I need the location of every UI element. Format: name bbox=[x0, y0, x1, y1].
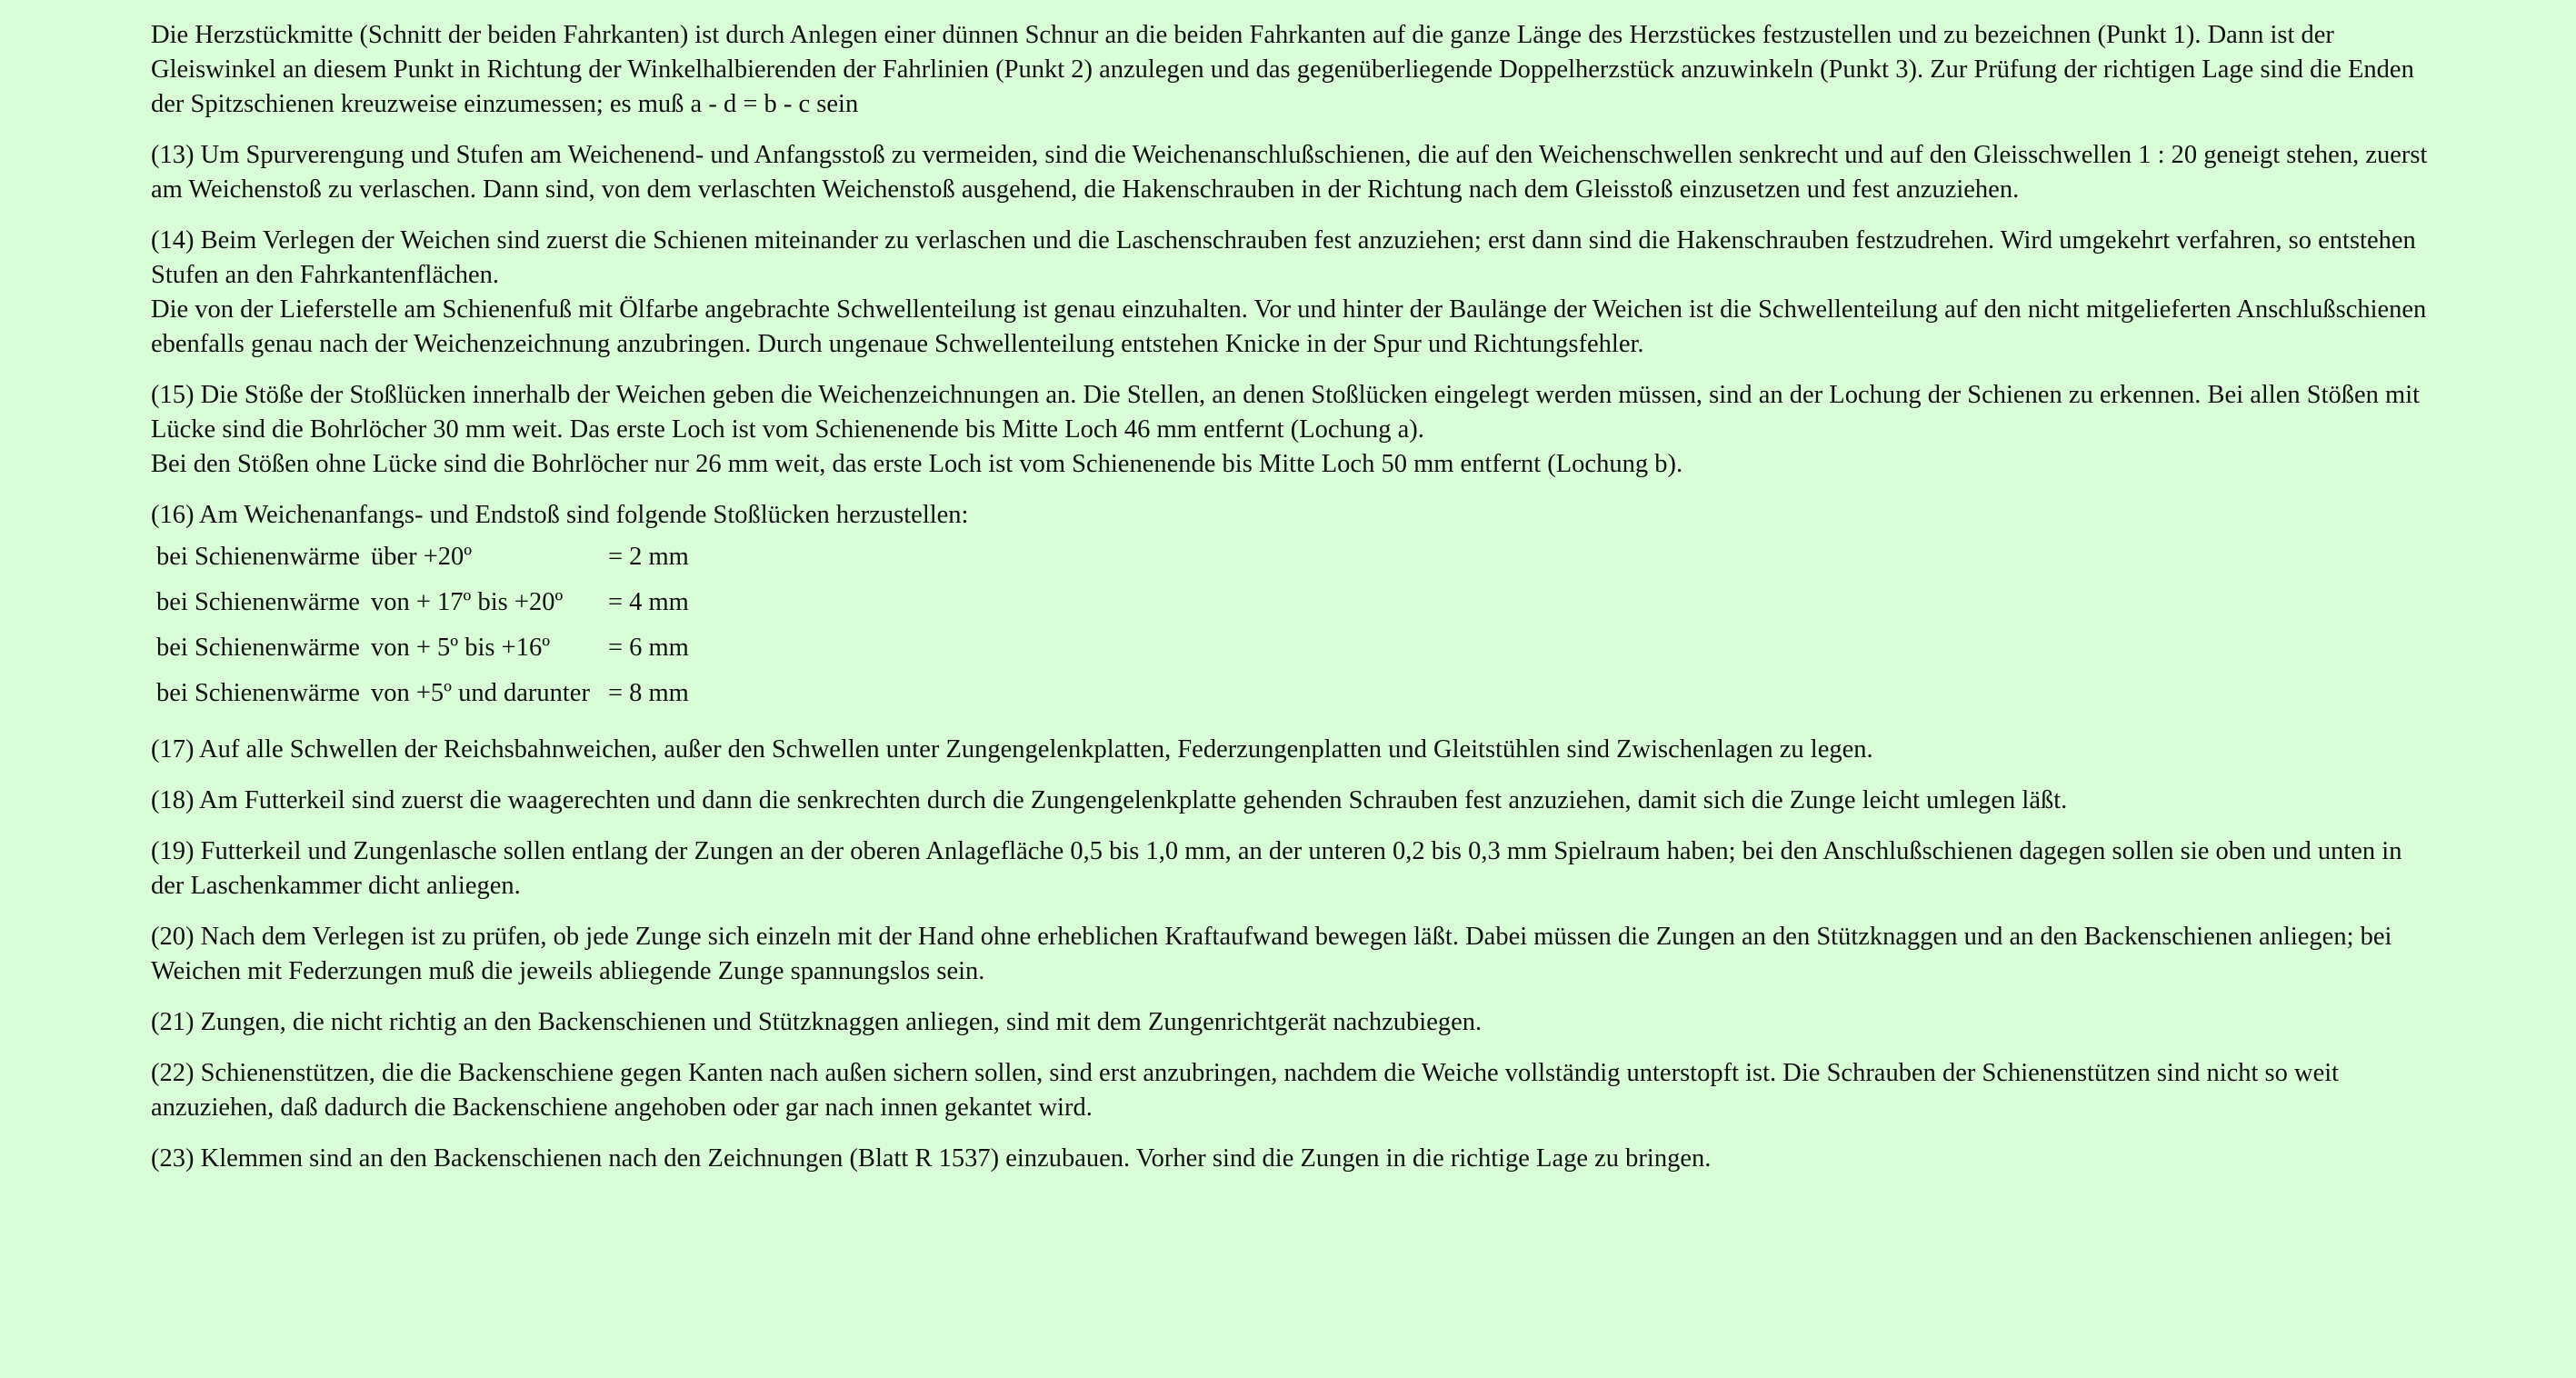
paragraph-16: (16) Am Weichenanfangs- und Endstoß sind folgende Stoßlücken herzustellen: bbox=[151, 501, 969, 529]
temperature-range: von +5º und darunter bbox=[370, 678, 590, 707]
paragraph-20: (20) Nach dem Verlegen ist zu prüfen, ob jede Zunge sich einzeln mit der Hand ohne erheblichen Kraftaufwand bewegen läßt. Dabei müssen die Zungen an den Stützknaggen und an den Backenschienen anliegen; bei Weichen mit Federzungen muß die jeweils abliegende Zunge spannungslos sein. bbox=[151, 923, 2392, 985]
paragraph-18: (18) Am Futterkeil sind zuerst die waagerechten und dann die senkrechten durch die Zungengelenkplatte gehenden Schrauben fest anzuziehen, damit sich die Zunge leicht umlegen läßt. bbox=[151, 786, 2068, 814]
temperature-label: bei Schienenwärme bbox=[156, 633, 360, 662]
paragraph-22: (22) Schienenstützen, die die Backenschiene gegen Kanten nach außen sichern sollen, sind erst anzubringen, nachdem die Weiche vollständig unterstopft ist. Die Schrauben der Schienenstützen sind nicht so weit anzuziehen, daß dadurch die Backenschiene angehoben oder gar nach innen gekantet wird. bbox=[151, 1059, 2340, 1122]
temperature-range: über +20º bbox=[370, 542, 473, 571]
paragraph-21: (21) Zungen, die nicht richtig an den Backenschienen und Stützknaggen anliegen, sind mit dem Zungenrichtgerät nachzubiegen. bbox=[151, 1008, 1483, 1036]
paragraph-23: (23) Klemmen sind an den Backenschienen nach den Zeichnungen (Blatt R 1537) einzubauen. Vorher sind die Zungen in die richtige Lage zu bringen. bbox=[151, 1144, 1712, 1173]
paragraph-14-continued: Die von der Lieferstelle am Schienenfuß mit Ölfarbe angebrachte Schwellenteilung ist genau einzuhalten. Vor und hinter der Baulänge der Weichen ist die Schwellenteilung auf den nicht mitgelieferten Anschlußschienen ebenfalls genau nach der Weichenzeichnung anzubringen. Durch ungenaue Schwellenteilung entstehen Knicke in der Spur und Richtungsfehler. bbox=[151, 295, 2427, 358]
paragraph-17: (17) Auf alle Schwellen der Reichsbahnweichen, außer den Schwellen unter Zungengelenkplatten, Federzungenplatten und Gleitstühlen sind Zwischenlagen zu legen. bbox=[151, 735, 1873, 764]
paragraph-15-continued: Bei den Stößen ohne Lücke sind die Bohrlöcher nur 26 mm weit, das erste Loch ist vom Schienenende bis Mitte Loch 50 mm entfernt (Lochung b). bbox=[151, 450, 1683, 478]
temperature-label: bei Schienenwärme bbox=[156, 542, 360, 571]
paragraph-15: (15) Die Stöße der Stoßlücken innerhalb der Weichen geben die Weichenzeichnungen an. Die Stellen, an denen Stoßlücken eingelegt werden müssen, sind an der Lochung der Schienen zu erkennen. Bei allen Stößen mit Lücke sind die Bohrlöcher 30 mm weit. Das erste Loch ist vom Schienenende bis Mitte Loch 46 mm entfernt (Lochung a). bbox=[151, 381, 2421, 444]
table-row bbox=[151, 534, 696, 580]
joint-gap-value: = 6 mm bbox=[607, 633, 689, 662]
table-row bbox=[151, 671, 696, 716]
joint-gap-value: = 4 mm bbox=[607, 587, 689, 616]
temperature-gap-table bbox=[151, 534, 696, 716]
table-row bbox=[151, 625, 696, 671]
paragraph-19: (19) Futterkeil und Zungenlasche sollen entlang der Zungen an der oberen Anlagefläche 0,5 bis 1,0 mm, an der unteren 0,2 bis 0,3 mm Spielraum haben; bei den Anschlußschienen dagegen sollen sie oben und unten in der Laschenkammer dicht anliegen. bbox=[151, 837, 2402, 900]
document-page bbox=[151, 18, 2432, 1193]
table-row bbox=[151, 580, 696, 625]
joint-gap-value: = 2 mm bbox=[607, 542, 689, 571]
paragraph-13: (13) Um Spurverengung und Stufen am Weichenend- und Anfangsstoß zu vermeiden, sind die Weichenanschlußschienen, die auf den Weichenschwellen senkrecht und auf den Gleisschwellen 1 : 20 geneigt stehen, zuerst am Weichenstoß zu verlaschen. Dann sind, von dem verlaschten Weichenstoß ausgehend, die Hakenschrauben in der Richtung nach dem Gleisstoß einzusetzen und fest anzuziehen. bbox=[151, 141, 2428, 204]
temperature-label: bei Schienenwärme bbox=[156, 678, 360, 707]
joint-gap-value: = 8 mm bbox=[607, 678, 689, 707]
paragraph-herzstueck: Die Herzstückmitte (Schnitt der beiden Fahrkanten) ist durch Anlegen einer dünnen Schnur an die beiden Fahrkanten auf die ganze Länge des Herzstückes festzustellen und zu bezeichnen (Punkt 1). Dann ist der Gleiswinkel an diesem Punkt in Richtung der Winkelhalbierenden der Fahrlinien (Punkt 2) anzulegen und das gegenüberliegende Doppelherzstück anzuwinkeln (Punkt 3). Zur Prüfung der richtigen Lage sind die Enden der Spitzschienen kreuzweise einzumessen; es muß a - d = b - c sein bbox=[151, 21, 2414, 118]
temperature-range: von + 5º bis +16º bbox=[370, 633, 551, 662]
paragraph-14: (14) Beim Verlegen der Weichen sind zuerst die Schienen miteinander zu verlaschen und die Laschenschrauben fest anzuziehen; erst dann sind die Hakenschrauben festzudrehen. Wird umgekehrt verfahren, so entstehen Stufen an den Fahrkantenflächen. bbox=[151, 226, 2416, 289]
temperature-label: bei Schienenwärme bbox=[156, 587, 360, 616]
temperature-range: von + 17º bis +20º bbox=[370, 587, 564, 616]
